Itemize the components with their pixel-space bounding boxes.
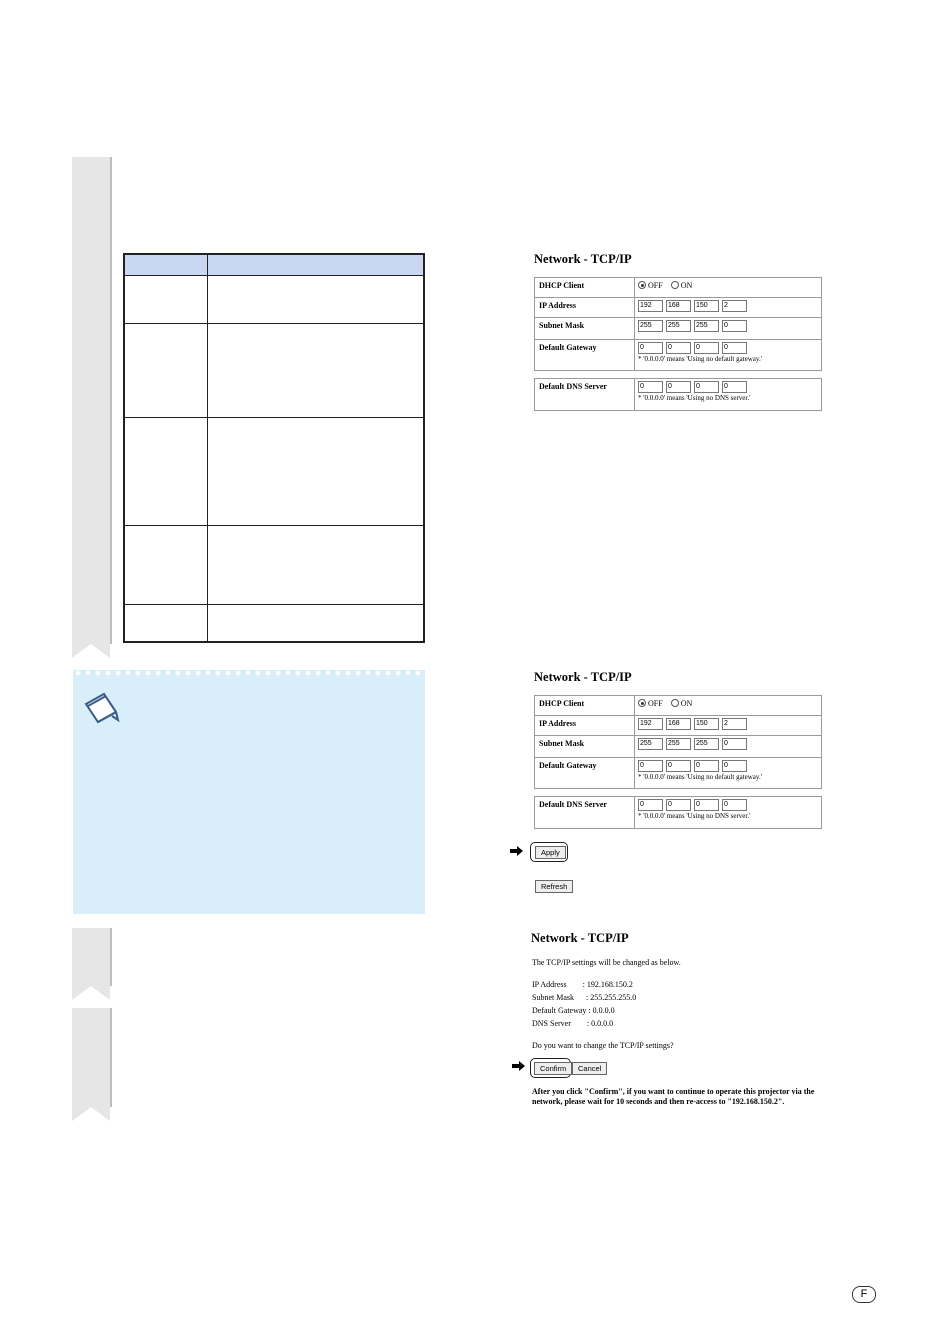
dhcp-label: DHCP Client (535, 278, 635, 297)
mask-field[interactable]: 255 (638, 738, 663, 750)
apply-button[interactable]: Apply (535, 846, 566, 859)
gateway-field[interactable]: 0 (694, 760, 719, 772)
panel1-title: Network - TCP/IP (534, 252, 632, 266)
ip-field[interactable]: 168 (666, 718, 691, 730)
mask-field[interactable]: 0 (722, 320, 747, 332)
panel1-form: DHCP Client OFF ON IP Address 192 168 150 2 Subnet Mask 255 255 255 0 Default Gateway 0 0 0 0 * '0.0.0.0' means 'Using no default gateway.' (534, 277, 822, 371)
dns-note: * '0.0.0.0' means 'Using no DNS server.' (638, 812, 751, 820)
table-row (125, 525, 423, 526)
summary-mask: Subnet Mask : 255.255.255.0 (532, 993, 637, 1002)
gateway-note: * '0.0.0.0' means 'Using no default gateway.' (638, 773, 762, 781)
arrow-right-icon (510, 846, 523, 856)
confirm-warning: After you click "Confirm", if you want to continue to operate this projector via the network, please wait for 10 seconds and then re-access to "192.168.150.2". (532, 1087, 815, 1106)
mask-field[interactable]: 255 (666, 320, 691, 332)
gateway-field[interactable]: 0 (638, 760, 663, 772)
table-row (125, 604, 423, 605)
gateway-field[interactable]: 0 (694, 342, 719, 354)
confirm-button[interactable]: Confirm (534, 1062, 572, 1075)
ip-label: IP Address (535, 716, 635, 735)
summary-gateway: Default Gateway : 0.0.0.0 (532, 1006, 615, 1015)
gateway-field[interactable]: 0 (666, 760, 691, 772)
dns-label: Default DNS Server (535, 379, 635, 410)
dhcp-label: DHCP Client (535, 696, 635, 715)
gateway-field[interactable]: 0 (722, 760, 747, 772)
gateway-note: * '0.0.0.0' means 'Using no default gateway.' (638, 355, 762, 363)
note-pencil-icon (82, 690, 122, 724)
panel3-title: Network - TCP/IP (531, 931, 629, 945)
panel1-dns-form (534, 378, 822, 411)
note-box (73, 670, 425, 914)
cancel-button[interactable]: Cancel (572, 1062, 607, 1075)
dhcp-on-radio[interactable] (671, 699, 679, 707)
panel2-form: DHCP Client OFF ON IP Address 192 168 150 2 Subnet Mask 255 255 255 0 Default Gateway 0 0 0 0 * '0.0.0.0' means 'Using no default gateway.' (534, 695, 822, 789)
mask-field[interactable]: 255 (666, 738, 691, 750)
dns-field[interactable]: 0 (694, 381, 719, 393)
dns-field[interactable]: 0 (638, 381, 663, 393)
confirm-intro: The TCP/IP settings will be changed as below. (532, 958, 681, 967)
mask-field[interactable]: 255 (638, 320, 663, 332)
panel2-dns-form (534, 796, 822, 829)
dns-field[interactable]: 0 (666, 799, 691, 811)
gateway-field[interactable]: 0 (638, 342, 663, 354)
step-tab-2 (72, 928, 110, 986)
ip-field[interactable]: 168 (666, 300, 691, 312)
gateway-label: Default Gateway (535, 340, 635, 370)
gateway-field[interactable]: 0 (722, 342, 747, 354)
dns-label: Default DNS Server (535, 797, 635, 828)
table-row (125, 323, 423, 324)
summary-ip: IP Address : 192.168.150.2 (532, 980, 633, 989)
ip-field[interactable]: 150 (694, 300, 719, 312)
mask-label: Subnet Mask (535, 736, 635, 757)
ip-field[interactable]: 2 (722, 718, 747, 730)
ip-field[interactable]: 192 (638, 300, 663, 312)
confirm-question: Do you want to change the TCP/IP settings? (532, 1041, 674, 1050)
dns-field[interactable]: 0 (694, 799, 719, 811)
step-tab-1 (72, 157, 110, 644)
ip-field[interactable]: 192 (638, 718, 663, 730)
mask-field[interactable]: 255 (694, 738, 719, 750)
arrow-right-icon (512, 1061, 525, 1071)
table-header (125, 255, 423, 276)
ip-label: IP Address (535, 298, 635, 317)
dns-field[interactable]: 0 (638, 799, 663, 811)
page-marker: F (852, 1286, 876, 1303)
gateway-field[interactable]: 0 (666, 342, 691, 354)
settings-table (123, 253, 425, 643)
ip-field[interactable]: 150 (694, 718, 719, 730)
dhcp-off-radio[interactable] (638, 699, 646, 707)
dns-field[interactable]: 0 (722, 799, 747, 811)
mask-field[interactable]: 0 (722, 738, 747, 750)
dns-note: * '0.0.0.0' means 'Using no DNS server.' (638, 394, 751, 402)
dns-field[interactable]: 0 (722, 381, 747, 393)
ip-field[interactable]: 2 (722, 300, 747, 312)
panel2-title: Network - TCP/IP (534, 670, 632, 684)
step-tab-3 (72, 1008, 110, 1107)
table-divider (207, 255, 208, 641)
mask-label: Subnet Mask (535, 318, 635, 339)
refresh-button[interactable]: Refresh (535, 880, 573, 893)
mask-field[interactable]: 255 (694, 320, 719, 332)
dns-field[interactable]: 0 (666, 381, 691, 393)
gateway-label: Default Gateway (535, 758, 635, 788)
table-row (125, 417, 423, 418)
dhcp-on-radio[interactable] (671, 281, 679, 289)
summary-dns: DNS Server : 0.0.0.0 (532, 1019, 614, 1028)
dhcp-off-radio[interactable] (638, 281, 646, 289)
